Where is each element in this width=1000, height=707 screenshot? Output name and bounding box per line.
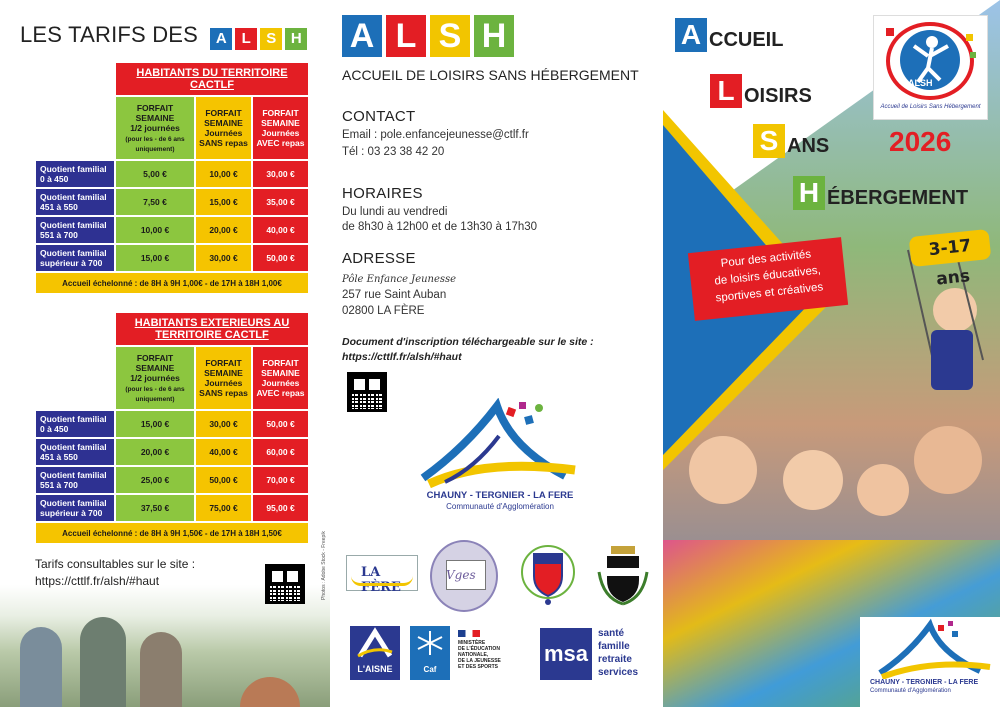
ministere-line: MINISTÈRE [458,640,486,646]
t1c3-1: SEMAINE [261,118,300,128]
tile-l: L [386,15,426,57]
t1c2-0: FORFAIT [205,108,242,118]
price-avec-repas: 70,00 € [252,466,309,494]
price-sans-repas: 40,00 € [195,438,252,466]
t2c1-4: uniquement) [135,396,175,403]
qr-code-icon[interactable] [347,372,387,412]
tile-s: S [430,15,470,57]
horaires-hours: de 8h30 à 12h00 et de 13h30 à 17h30 [342,221,538,233]
horaires-days: Du lundi au vendredi [342,206,448,218]
price-avec-repas: 50,00 € [252,410,309,438]
price-half-day: 37,50 € [115,494,195,522]
t2c1-2: 1/2 journées [130,373,180,383]
table2-col-sans-repas [195,346,252,410]
cttlf-logo-line1: CHAUNY - TERGNIER - LA FERE [426,490,574,501]
child-jumping-icon [874,16,989,104]
table-row [35,494,309,522]
snowflake-icon [410,626,450,660]
cover-word-rest: ANS [787,135,830,157]
price-half-day: 5,00 € [115,160,195,188]
table-row [35,188,309,216]
adresse-city: 02800 LA FÈRE [342,305,425,317]
contact-heading: CONTACT [342,108,416,125]
cttlf-corner-line2: Communauté d'Agglomération [870,688,951,694]
inscription-label: Document d'inscription téléchargeable sur le site : [342,336,594,348]
quotient-range: 0 à 450 [40,174,69,184]
t1c1-3: (pour les - de 6 ans [125,136,185,143]
quotient-range: 0 à 450 [40,424,69,434]
price-sans-repas: 50,00 € [195,466,252,494]
t2c2-3: SANS repas [199,388,248,398]
quotient-label: Quotient familial [40,192,107,202]
table2-col-avec-repas [252,346,309,410]
t2c3-1: SEMAINE [261,368,300,378]
t2c2-2: Journées [204,378,243,388]
tile-h: H [285,28,307,50]
tile-l: L [710,74,742,108]
tile-h: H [793,176,825,210]
t1c1-0: FORFAIT [136,103,174,113]
table-row [35,466,309,494]
alsh-subtitle: ACCUEIL DE LOISIRS SANS HÉBERGEMENT [342,67,639,83]
contact-email[interactable]: Email : pole.enfancejeunesse@ctlf.fr [342,129,529,141]
ministere-line: DE L'ÉDUCATION [458,646,500,652]
price-avec-repas: 60,00 € [252,438,309,466]
table1-header-1: HABITANTS [136,67,200,79]
photo-credit: Photos : Adobe Stock - Freepik [321,531,327,600]
price-sans-repas: 30,00 € [195,244,252,272]
ministere-line: DE LA JEUNESSE [458,658,501,664]
cover-word-hebergement [793,176,968,210]
t1c3-0: FORFAIT [262,108,299,118]
tarifs-title-text: LES TARIFS DES [20,22,199,47]
promo-line: Pour des activités [720,248,812,270]
info-panel [330,0,663,707]
caf-logo-text: Caf [423,665,437,674]
price-sans-repas: 75,00 € [195,494,252,522]
ministere-line: ET DES SPORTS [458,664,499,670]
quotient-label: Quotient familial [40,442,107,452]
cover-word-rest: ÉBERGEMENT [827,187,969,209]
t2c3-2: Journées [261,378,300,388]
t1c3-3: AVEC repas [256,138,305,148]
msa-word: retraite [598,654,632,665]
t1c1-1: SEMAINE [135,113,175,123]
qr-code-icon[interactable] [265,564,305,604]
inscription-doc [342,335,594,365]
table-row [35,438,309,466]
price-avec-repas: 40,00 € [252,216,309,244]
t2c1-1: SEMAINE [135,363,175,373]
quotient-label: Quotient familial [40,220,107,230]
inscription-url[interactable]: https://cttlf.fr/alsh/#haut [342,351,462,363]
table1-col-sans-repas [195,96,252,160]
table2-header [115,312,309,346]
msa-logo [540,626,658,682]
t2c1-0: FORFAIT [136,353,174,363]
tarifs-panel [0,0,330,707]
tile-s: S [753,124,785,158]
table2-header-1: HABITANTS EXTERIEURS AU [134,317,290,329]
la-fere-logo [346,555,418,595]
price-avec-repas: 95,00 € [252,494,309,522]
t1c1-2: 1/2 journées [130,123,180,133]
tarifs-title [20,22,310,50]
tarifs-site [35,556,195,590]
t1c2-1: SEMAINE [204,118,243,128]
cover-word-rest: OISIRS [744,85,812,107]
aisne-mark-icon [350,626,400,660]
msa-logo-text: msa [540,628,592,680]
cover-word-accueil [675,18,783,52]
tarif-table-exterieurs [35,312,309,544]
table1-header-1b: DU TERRITOIRE [199,67,288,79]
price-half-day: 15,00 € [115,410,195,438]
t1c2-3: SANS repas [199,138,248,148]
table-row [35,244,309,272]
alsh-tiles [342,15,518,57]
msa-word: services [598,667,639,678]
alsh-badge-caption: Accueil de Loisirs Sans Hébergement [880,104,981,110]
quotient-label: Quotient familial [40,248,107,258]
tile-s: S [260,28,282,50]
aisne-logo-text: L'AISNE [357,664,393,674]
cover-word-loisirs [710,74,812,108]
t1c3-2: Journées [261,128,300,138]
tarif-table-territoire [35,62,309,294]
msa-word: santé [598,628,625,639]
price-sans-repas: 15,00 € [195,188,252,216]
quotient-label: Quotient familial [40,498,107,508]
table1-header-2: CACTLF [190,79,234,91]
t1c1-4: uniquement) [135,146,175,153]
ministere-line: NATIONALE, [458,652,489,658]
coat-of-arms-icon [520,542,576,606]
quotient-label: Quotient familial [40,470,107,480]
price-half-day: 10,00 € [115,216,195,244]
tarifs-site-label: Tarifs consultables sur le site : [35,557,196,571]
cttlf-logo-mark [415,398,585,490]
table2-header-2: TERRITOIRE CACTLF [155,329,269,341]
table1-col-half-day [115,96,195,160]
quotient-label: Quotient familial [40,164,107,174]
alsh-badge-logo [873,15,988,120]
age-badge: 3-17 ans [909,229,992,267]
quotient-label: Quotient familial [40,414,107,424]
tarifs-site-url[interactable]: https://cttlf.fr/alsh/#haut [35,574,160,588]
promo-line: sportives et créatives [715,281,824,305]
price-half-day: 20,00 € [115,438,195,466]
price-half-day: 7,50 € [115,188,195,216]
price-avec-repas: 35,00 € [252,188,309,216]
price-sans-repas: 20,00 € [195,216,252,244]
price-sans-repas: 10,00 € [195,160,252,188]
tile-a: A [342,15,382,57]
alsh-badge-text: ALSH [908,78,933,88]
price-avec-repas: 50,00 € [252,244,309,272]
quotient-range: 551 à 700 [40,230,78,240]
t2c3-3: AVEC repas [256,388,305,398]
quotient-range: supérieur à 700 [40,258,103,268]
price-avec-repas: 30,00 € [252,160,309,188]
price-sans-repas: 30,00 € [195,410,252,438]
table1-header [115,62,309,96]
ministere-logo [458,630,528,676]
cttlf-logo-mark [860,617,1000,679]
cttlf-corner-logo [860,617,1000,707]
tile-h: H [474,15,514,57]
table-row [35,410,309,438]
coat-of-arms-icon [595,542,651,608]
cttlf-logo-line2: Communauté d'Agglomération [446,502,554,511]
price-half-day: 25,00 € [115,466,195,494]
adresse-street: 257 rue Saint Auban [342,289,447,301]
t2c3-0: FORFAIT [262,358,299,368]
cttlf-logo [415,398,585,523]
table1-col-avec-repas [252,96,309,160]
quotient-range: 451 à 550 [40,452,78,462]
cover-word-sans [753,124,829,158]
table-row [35,160,309,188]
aisne-logo [350,626,400,680]
adresse-heading: ADRESSE [342,250,416,267]
quotient-range: supérieur à 700 [40,508,103,518]
tile-a: A [675,18,707,52]
quotient-range: 451 à 550 [40,202,78,212]
tile-a: A [210,28,232,50]
table2-col-half-day [115,346,195,410]
french-flag-icon [458,630,480,637]
t2c2-1: SEMAINE [204,368,243,378]
t2c1-3: (pour les - de 6 ans [125,386,185,393]
table-row [35,216,309,244]
year: 2026 [889,126,952,157]
la-fere-logo-text: LA FÈRE [361,565,401,595]
contact-phone[interactable]: Tél : 03 23 38 42 20 [342,146,445,158]
vges-logo [430,540,498,612]
promo-line: de loisirs éducatives, [713,264,822,288]
caf-logo [410,626,450,680]
t1c2-2: Journées [204,128,243,138]
price-half-day: 15,00 € [115,244,195,272]
tile-l: L [235,28,257,50]
t2c2-0: FORFAIT [205,358,242,368]
cover-panel [663,0,1000,707]
adresse-name: Pôle Enfance Jeunesse [342,274,457,285]
accueil-echelonne: Accueil échelonné : de 8H à 9H 1,00€ - de 17H à 18H 1,00€ [35,272,309,294]
accueil-echelonne: Accueil échelonné : de 8H à 9H 1,50€ - de 17H à 18H 1,50€ [35,522,309,544]
vges-logo-text: Vges [446,568,476,582]
cover-word-rest: CCUEIL [709,29,784,51]
cttlf-corner-line1: CHAUNY - TERGNIER - LA FERE [870,679,979,686]
msa-word: famille [598,641,630,652]
quotient-range: 551 à 700 [40,480,78,490]
horaires-heading: HORAIRES [342,185,423,202]
